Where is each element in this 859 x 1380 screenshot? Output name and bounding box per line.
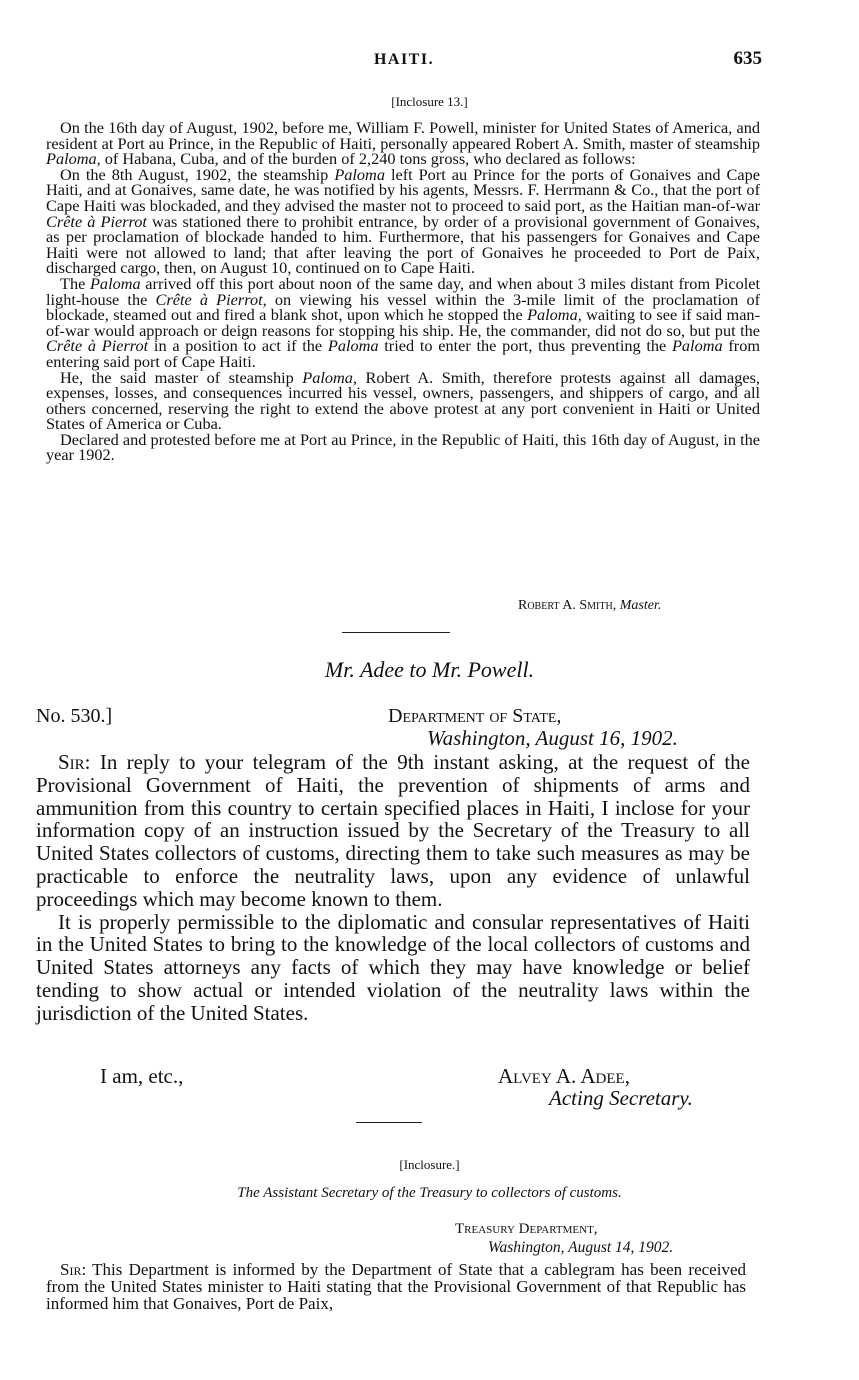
text-run: waiting to see if said man-of-war would approach or deign reasons for stopping his ship. He, the commander, did not do so, but put the: [46, 305, 760, 340]
text-run: left Port au Prince for the ports of Gonaives and Cape Haiti, and at Gonaives, same date, he was notified by his agents, Messrs. F. Herrmann & Co., that the port of Cape Haiti was blockaded, and they advised the master not to proceed to said port, as the Haitian man-of-war: [46, 164, 760, 215]
letter-signature-title: Acting Secretary.: [549, 1086, 693, 1110]
letter-department: Department of State,: [388, 705, 562, 727]
italic-run: Paloma: [671, 336, 723, 356]
italic-run: Paloma: [327, 336, 379, 356]
letter-body: [36, 751, 750, 1025]
italic-run: Crête à Pierrot: [46, 211, 147, 231]
paragraph: [46, 1261, 746, 1312]
paragraph: [46, 164, 760, 278]
letter-closing: I am, etc.,: [100, 1064, 184, 1088]
italic-run: Crête à Pierrot: [46, 336, 149, 356]
protest-signature-title: Master.: [619, 598, 662, 613]
italic-run: Paloma,: [527, 305, 582, 325]
letter-number: No. 530.]: [36, 705, 113, 727]
text-run: Declared and protested before me at Port au Prince, in the Republic of Haiti, this 16th day of August, in the year 1902.: [46, 429, 760, 465]
inclosure-13-label: [Inclosure 13.]: [391, 94, 468, 109]
page-number: 635: [733, 48, 762, 69]
italic-run: Paloma: [334, 164, 385, 184]
letter-heading: Mr. Adee to Mr. Powell.: [324, 657, 535, 682]
running-head: [46, 48, 762, 72]
text-run: was stationed there to prohibit entrance, by order of a provisional government of Gonaives, as per proclamation of blockade handed to him. Furthermore, that his passengers for Gonaives and Cape Haiti were not allowed to land; that after leaving the port of Gonaives he proceeded to Port de Paix, discharged cargo, then, on August 10, continued on to Cape Haiti.: [46, 211, 760, 278]
inclosure-label: [Inclosure.]: [399, 1157, 460, 1172]
protest-signature-name: Robert A. Smith,: [518, 598, 617, 613]
paragraph: [46, 273, 761, 371]
inclosure-place-date: Washington, August 14, 1902.: [488, 1239, 674, 1256]
italic-run: Paloma,: [46, 149, 101, 169]
small-caps-run: Sir:: [58, 750, 91, 774]
italic-run: Paloma: [89, 273, 141, 293]
text-run: He, the said master of steamship: [60, 367, 303, 387]
text-run: The: [60, 273, 90, 293]
text-run: It is properly permissible to the diplomatic and consular representatives of Haiti in the United States to bring to the knowledge of the local collectors of customs and United States attorneys any facts of which they may have knowledge or belief tending to show actual or intended violation of the neutrality laws within the jurisdiction of the United States.: [36, 909, 750, 1025]
text-run: This Department is informed by the Department of State that a cablegram has been received from the United States minister to Haiti stating that the Provisional Government of that Republic has informed him that Gonaives, Port de Paix,: [46, 1260, 746, 1313]
section-divider-2: [356, 1122, 422, 1123]
text-run: tried to enter the port, thus preventing the: [378, 336, 672, 356]
inclosure-department: Treasury Department,: [455, 1221, 598, 1237]
small-caps-run: Sir:: [60, 1260, 87, 1279]
text-run: from entering said port of Cape Haiti.: [46, 336, 761, 371]
inclosure-13-body: [46, 120, 760, 463]
text-run: Robert A. Smith, therefore protests against all damages, expenses, losses, and consequences incurred his vessel, owners, passengers, and shippers of cargo, and all others concerned, reserving the right to extend the above protest at any port convenient in Haiti or United States of America or Cuba.: [46, 367, 760, 434]
letter-place-date: Washington, August 16, 1902.: [427, 726, 678, 750]
text-run: on viewing his vessel within the 3-mile limit of the proclamation of blockade, steamed out and fired a blank shot, upon which he stopped the: [46, 289, 761, 325]
paragraph: [46, 120, 760, 167]
paragraph: [46, 367, 760, 434]
italic-run: Crête à Pierrot,: [155, 289, 267, 309]
running-head-title: HAITI.: [373, 51, 435, 68]
text-run: On the 16th day of August, 1902, before me, William F. Powell, minister for United States of America, and resident at Port au Prince, in the Republic of Haiti, personally appeared Robert A. Smith, master of steamship: [46, 118, 760, 153]
text-run: arrived off this port about noon of the same day, and when about 3 miles distant from Picolet light-house the: [46, 273, 760, 309]
text-run: In reply to your telegram of the 9th instant asking, at the request of the Provisional Government of Haiti, the prevention of shipments of arms and ammunition from this country to certain specified places in Haiti, I inclose for your information copy of an instruction issued by the Secretary of the Treasury to all United States collectors of customs, directing them to take such measures as may be practicable to enforce the neutrality laws, upon any evidence of unlawful proceedings which may become known to them.: [36, 750, 750, 911]
text-run: of Habana, Cuba, and of the burden of 2,240 tons gross, who declared as follows:: [100, 149, 636, 169]
section-divider: [342, 632, 450, 633]
protest-signature: [518, 598, 661, 614]
paragraph: [46, 429, 760, 465]
inclosure-body: [46, 1261, 746, 1312]
inclosure-heading: The Assistant Secretary of the Treasury to collectors of customs.: [237, 1185, 622, 1201]
italic-run: Paloma,: [302, 367, 357, 387]
text-run: in a position to act if the: [148, 336, 328, 356]
paragraph: [36, 751, 750, 911]
paragraph: [36, 911, 750, 1025]
text-run: On the 8th August, 1902, the steamship: [60, 164, 335, 184]
letter-signature-name: Alvey A. Adee,: [498, 1064, 630, 1088]
